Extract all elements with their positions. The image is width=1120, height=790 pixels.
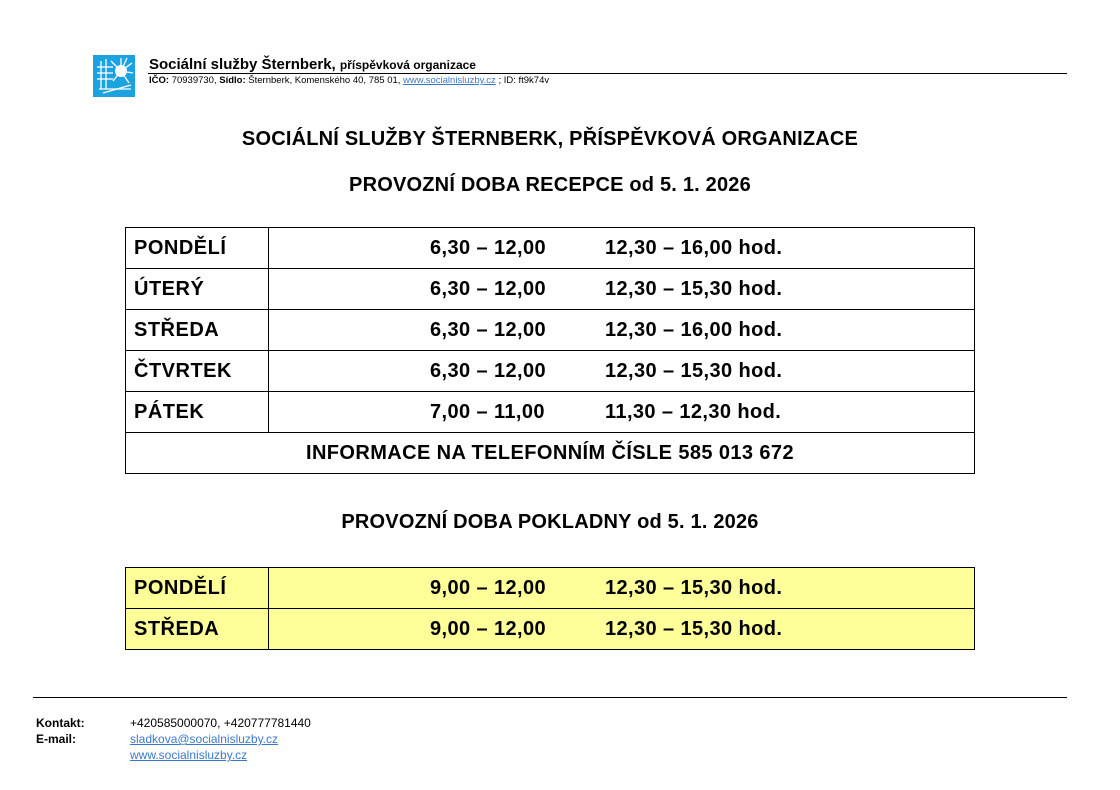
morning-hours: 6,30 – 12,00 bbox=[430, 278, 547, 300]
phone-info: INFORMACE NA TELEFONNÍM ČÍSLE 585 013 672 bbox=[126, 433, 975, 474]
afternoon-hours: 12,30 – 15,30 hod. bbox=[605, 577, 783, 599]
day-cell: PONDĚLÍ bbox=[126, 568, 269, 609]
table-row bbox=[126, 609, 975, 650]
email-link[interactable]: sladkova@socialnisluzby.cz bbox=[130, 732, 279, 746]
afternoon-hours: 12,30 – 15,30 hod. bbox=[605, 278, 783, 300]
table-row bbox=[126, 392, 975, 433]
email-label: E-mail: bbox=[36, 732, 77, 746]
sidlo-value: Šternberk, Komenského 40, 785 01, bbox=[248, 75, 401, 86]
sidlo-label: Sídlo: bbox=[219, 75, 246, 86]
times-cell bbox=[269, 392, 975, 433]
contact-label: Kontakt: bbox=[36, 716, 85, 730]
recepce-title: PROVOZNÍ DOBA RECEPCE od 5. 1. 2026 bbox=[349, 174, 751, 196]
times-cell bbox=[269, 269, 975, 310]
morning-hours: 6,30 – 12,00 bbox=[430, 237, 547, 259]
pokladna-title: PROVOZNÍ DOBA POKLADNY od 5. 1. 2026 bbox=[341, 511, 759, 533]
page-title: SOCIÁLNÍ SLUŽBY ŠTERNBERK, PŘÍSPĚVKOVÁ ORGANIZACE bbox=[241, 128, 859, 150]
table-row bbox=[126, 351, 975, 392]
times-cell bbox=[269, 228, 975, 269]
day-cell: PONDĚLÍ bbox=[126, 228, 269, 269]
table-row bbox=[126, 310, 975, 351]
footer-website-link[interactable]: www.socialnisluzby.cz bbox=[130, 748, 248, 762]
info-row bbox=[126, 433, 975, 474]
times-cell bbox=[269, 609, 975, 650]
contact-value: +420585000070, +420777781440 bbox=[130, 716, 311, 730]
table-row bbox=[126, 269, 975, 310]
day-cell: STŘEDA bbox=[126, 310, 269, 351]
morning-hours: 6,30 – 12,00 bbox=[430, 360, 547, 382]
morning-hours: 9,00 – 12,00 bbox=[430, 618, 547, 640]
morning-hours: 7,00 – 11,00 bbox=[430, 401, 545, 423]
sun-building-logo-icon bbox=[93, 55, 135, 97]
afternoon-hours: 11,30 – 12,30 hod. bbox=[605, 401, 782, 423]
day-cell: STŘEDA bbox=[126, 609, 269, 650]
afternoon-hours: 12,30 – 15,30 hod. bbox=[605, 360, 783, 382]
afternoon-hours: 12,30 – 16,00 hod. bbox=[605, 237, 783, 259]
header-divider bbox=[148, 73, 1067, 74]
table-row bbox=[126, 228, 975, 269]
times-cell bbox=[269, 568, 975, 609]
ico-value: 70939730, bbox=[171, 75, 217, 86]
org-type: příspěvková organizace bbox=[339, 58, 476, 72]
footer bbox=[36, 715, 311, 763]
times-cell bbox=[269, 351, 975, 392]
day-cell: PÁTEK bbox=[126, 392, 269, 433]
afternoon-hours: 12,30 – 15,30 hod. bbox=[605, 618, 783, 640]
org-name bbox=[149, 56, 476, 73]
footer-divider bbox=[33, 697, 1067, 698]
recepce-hours-table bbox=[125, 227, 975, 474]
org-name-main: Sociální služby Šternberk, bbox=[149, 56, 336, 73]
day-cell: ČTVRTEK bbox=[126, 351, 269, 392]
morning-hours: 9,00 – 12,00 bbox=[430, 577, 547, 599]
afternoon-hours: 12,30 – 16,00 hod. bbox=[605, 319, 783, 341]
ico-label: IČO: bbox=[149, 75, 170, 86]
org-meta bbox=[149, 75, 549, 86]
pokladna-hours-table bbox=[125, 567, 975, 650]
day-cell: ÚTERÝ bbox=[126, 269, 269, 310]
table-row bbox=[126, 568, 975, 609]
header-website-link[interactable]: www.socialnisluzby.cz bbox=[403, 75, 496, 86]
times-cell bbox=[269, 310, 975, 351]
id-text: ; ID: ft9k74v bbox=[498, 75, 550, 86]
morning-hours: 6,30 – 12,00 bbox=[430, 319, 547, 341]
